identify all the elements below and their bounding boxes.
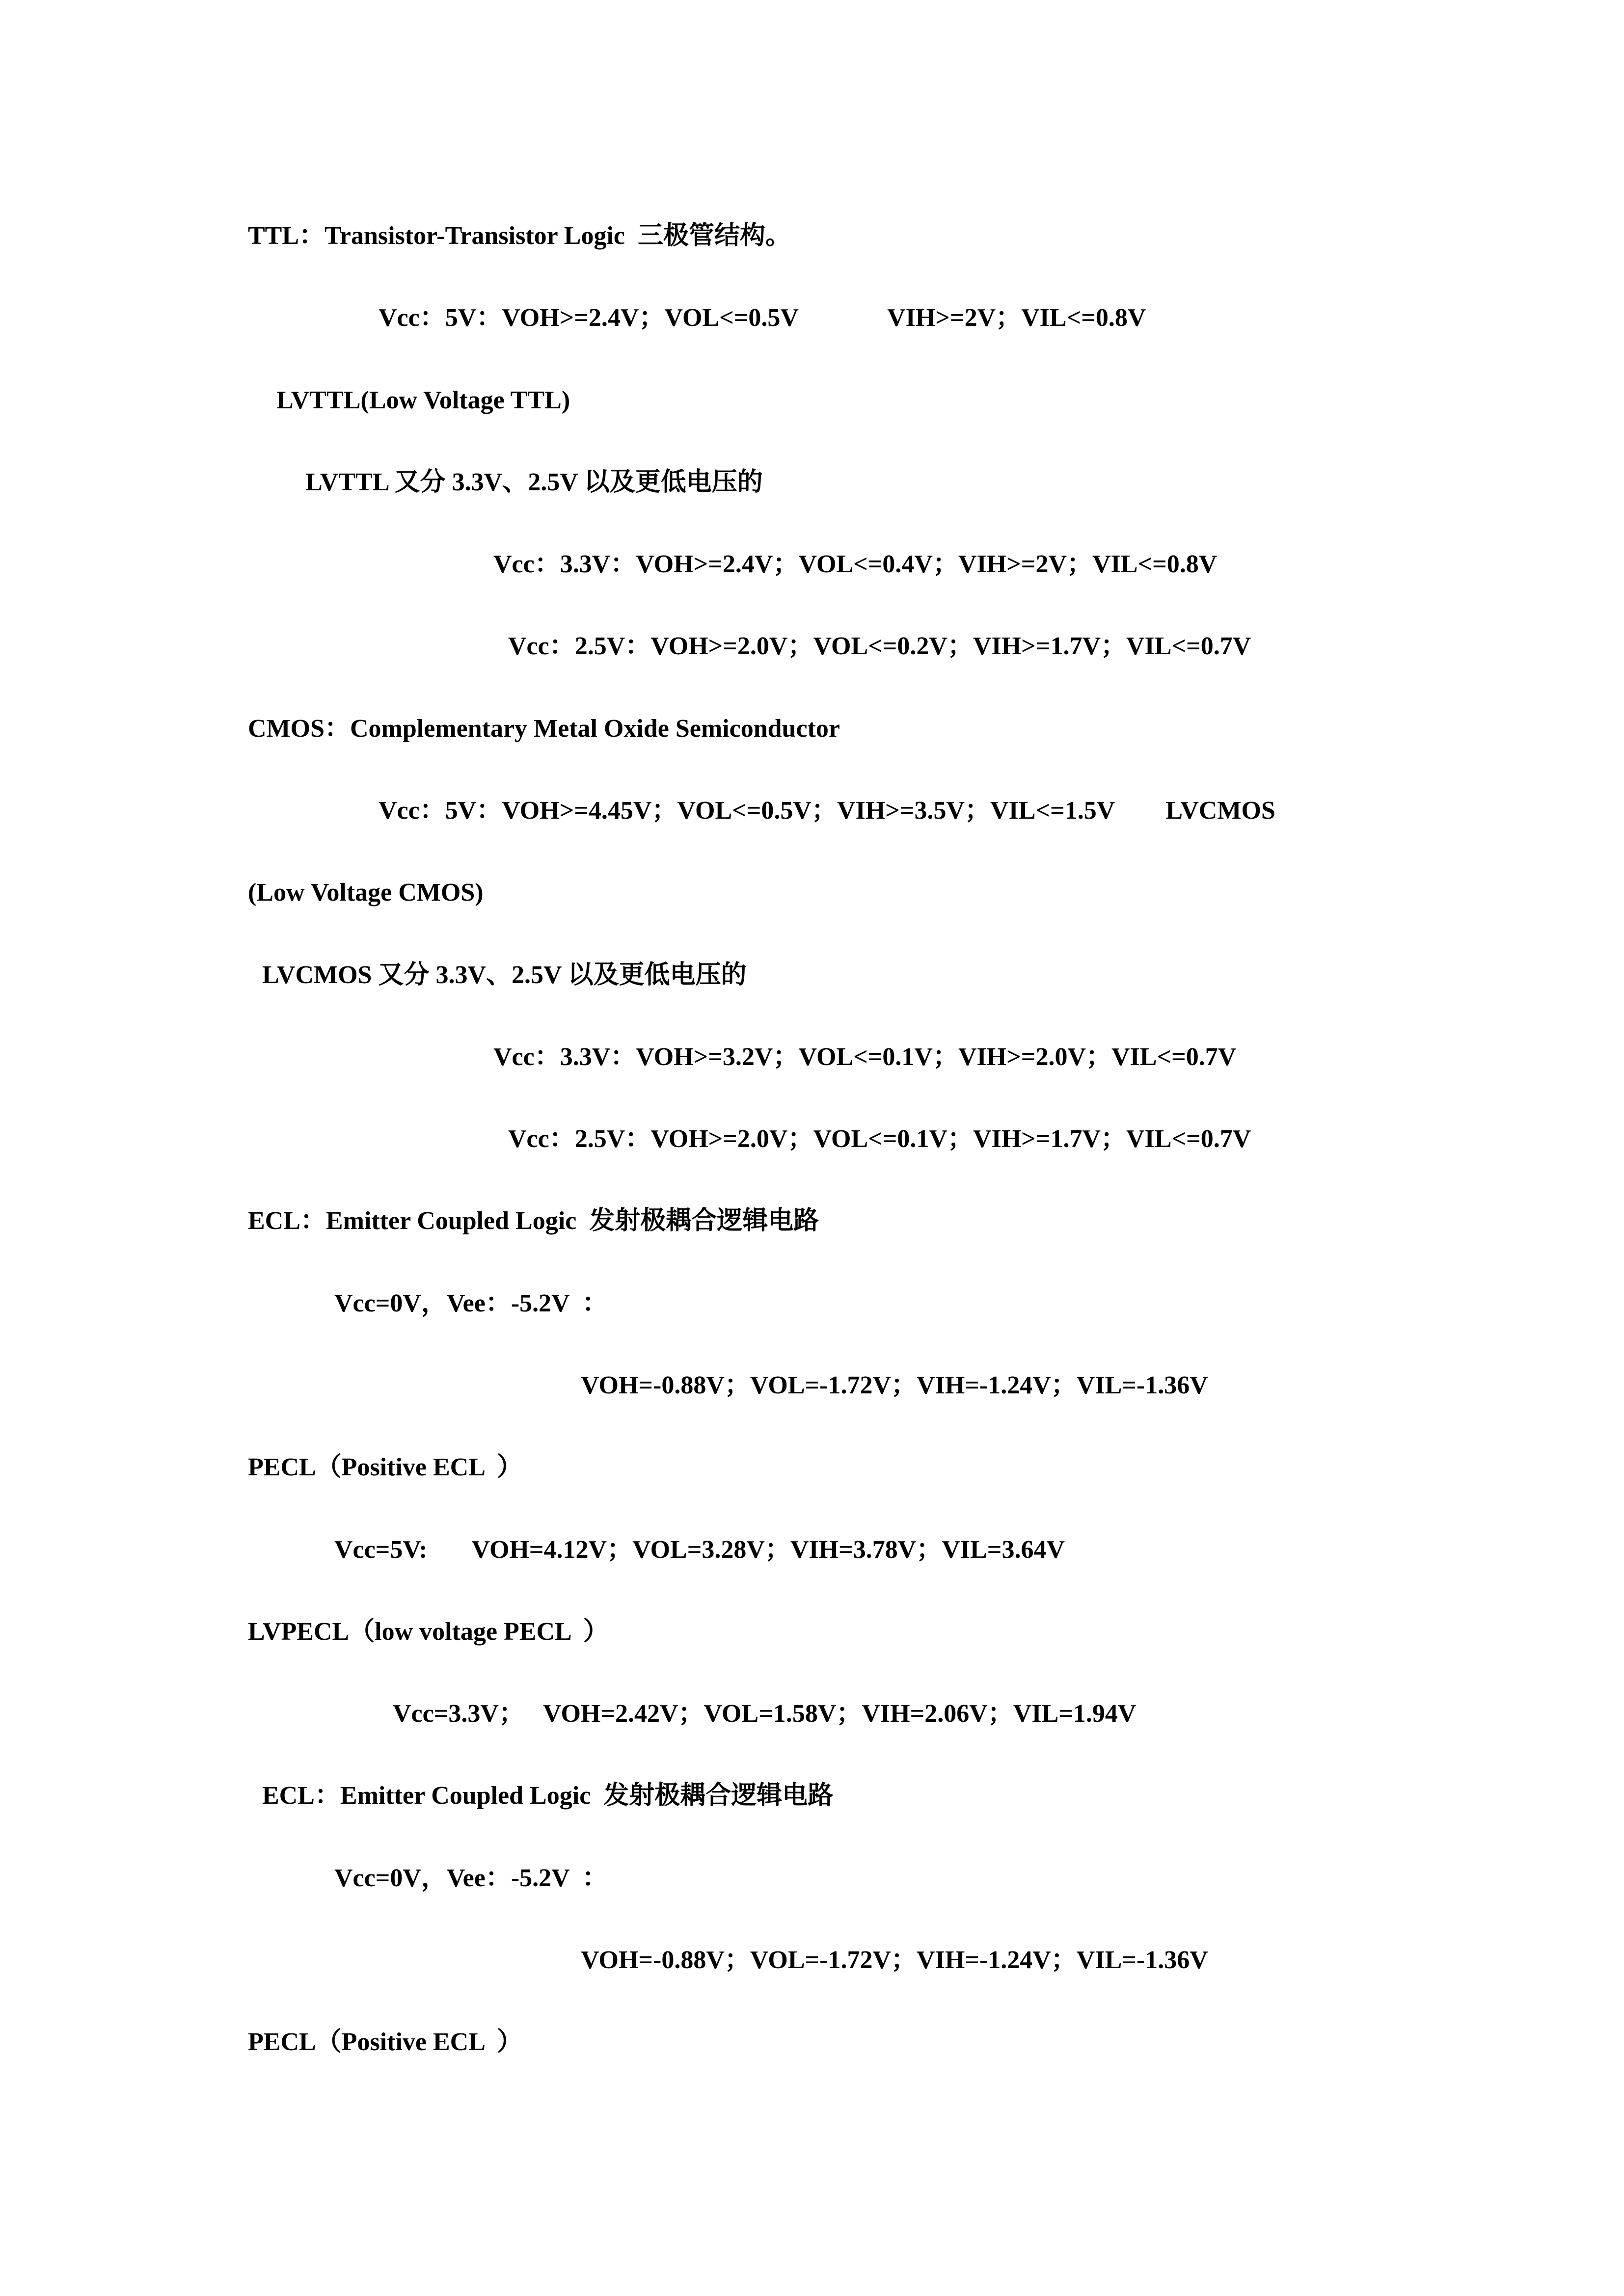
lvcmos-2v5-levels: Vcc：2.5V：VOH>=2.0V；VOL<=0.1V；VIH>=1.7V；VIL<=0.7V xyxy=(508,1125,1251,1153)
pecl-heading-repeat: PECL（Positive ECL ） xyxy=(248,2028,523,2056)
ecl-supply: Vcc=0V，Vee：-5.2V ： xyxy=(334,1289,608,1317)
ecl-heading-repeat: ECL：Emitter Coupled Logic 发射极耦合逻辑电路 xyxy=(262,1782,834,1810)
cmos-heading: CMOS：Complementary Metal Oxide Semiconductor xyxy=(248,715,840,743)
ttl-heading: TTL：Transistor-Transistor Logic 三极管结构。 xyxy=(248,222,791,250)
lvpecl-levels: Vcc=3.3V； VOH=2.42V；VOL=1.58V；VIH=2.06V；VIL=1.94V xyxy=(393,1700,1137,1728)
ttl-5v-levels: Vcc：5V：VOH>=2.4V；VOL<=0.5V VIH>=2V；VIL<=0.8V xyxy=(379,304,1146,332)
lvpecl-heading: LVPECL（low voltage PECL ） xyxy=(248,1618,609,1646)
lvcmos-heading: (Low Voltage CMOS) xyxy=(248,879,484,907)
pecl-levels: Vcc=5V: VOH=4.12V；VOL=3.28V；VIH=3.78V；VIL=3.64V xyxy=(334,1536,1065,1564)
lvcmos-3v3-levels: Vcc：3.3V：VOH>=3.2V；VOL<=0.1V；VIH>=2.0V；VIL<=0.7V xyxy=(493,1043,1237,1071)
lvttl-description: LVTTL 又分 3.3V、2.5V 以及更低电压的 xyxy=(305,468,763,496)
lvttl-3v3-levels: Vcc：3.3V：VOH>=2.4V；VOL<=0.4V；VIH>=2V；VIL<=0.8V xyxy=(493,550,1218,578)
ecl-levels-repeat: VOH=-0.88V；VOL=-1.72V；VIH=-1.24V；VIL=-1.36V xyxy=(581,1946,1208,1974)
lvttl-heading: LVTTL(Low Voltage TTL) xyxy=(276,386,570,414)
ecl-levels: VOH=-0.88V；VOL=-1.72V；VIH=-1.24V；VIL=-1.36V xyxy=(581,1371,1208,1399)
lvcmos-description: LVCMOS 又分 3.3V、2.5V 以及更低电压的 xyxy=(262,961,747,989)
ecl-heading: ECL：Emitter Coupled Logic 发射极耦合逻辑电路 xyxy=(248,1207,819,1235)
pecl-heading: PECL（Positive ECL ） xyxy=(248,1453,523,1481)
ecl-supply-repeat: Vcc=0V，Vee：-5.2V ： xyxy=(334,1864,608,1892)
lvttl-2v5-levels: Vcc：2.5V：VOH>=2.0V；VOL<=0.2V；VIH>=1.7V；VIL<=0.7V xyxy=(508,632,1251,660)
cmos-5v-levels: Vcc：5V：VOH>=4.45V；VOL<=0.5V；VIH>=3.5V；VIL<=1.5V LVCMOS xyxy=(379,797,1275,825)
